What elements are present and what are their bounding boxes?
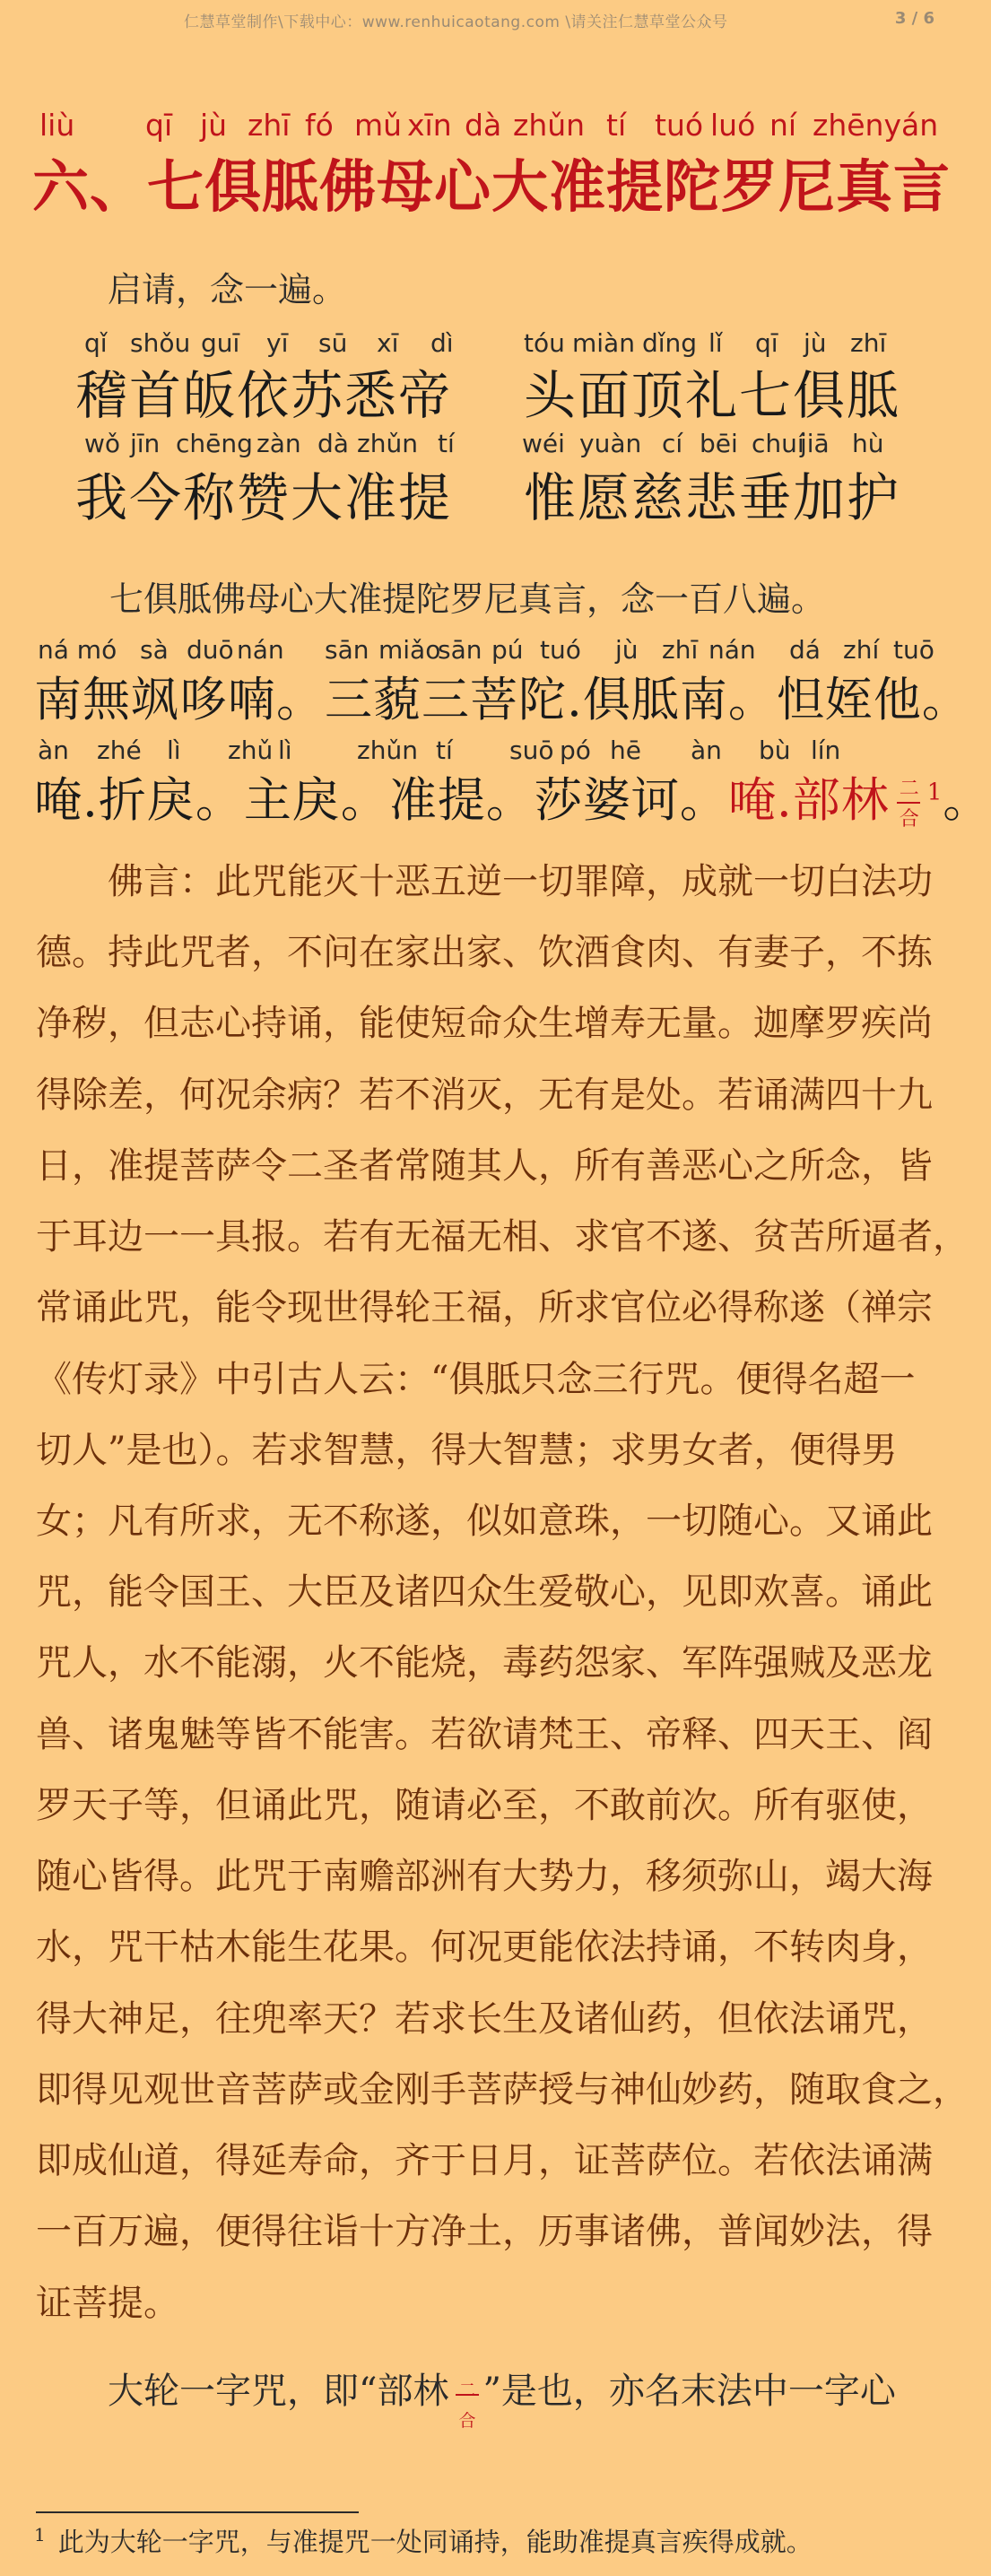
pinyin-syllable: dì <box>430 328 454 358</box>
pinyin-syllable: ná mó <box>38 635 117 665</box>
combined-sound-note <box>893 777 924 831</box>
paragraph-line: 咒人，水不能溺，火不能烧，毒药怨家、军阵强贼及恶龙 <box>36 1642 933 1684</box>
verse2-left: 我今称赞大准提 <box>75 467 453 528</box>
section-title: 六、七俱胝佛母心大准提陀罗尼真言 <box>32 153 951 220</box>
paragraph-line: 罗天子等，但诵此咒，随请必至，不敢前次。所有驱使， <box>36 1785 933 1826</box>
title-pinyin-syllable: fó <box>305 108 334 143</box>
pinyin-syllable: miǎo <box>378 635 441 665</box>
pinyin-syllable: zhī <box>662 635 699 665</box>
pinyin-syllable: jù <box>804 328 827 358</box>
pinyin-syllable: bù <box>759 735 791 765</box>
pinyin-syllable: jiā <box>800 429 830 458</box>
title-pinyin-syllable: tí <box>606 108 627 143</box>
pinyin-syllable: qī <box>755 328 778 358</box>
paragraph-line: 兽、诸鬼魅等皆不能害。若欲请梵王、帝释、四天王、阎 <box>36 1714 933 1755</box>
pinyin-syllable: tuó <box>540 635 581 665</box>
title-pinyin-syllable: luó <box>710 108 756 143</box>
pinyin-syllable: sà <box>140 635 169 665</box>
paragraph-line: 《传灯录》中引古人云：“俱胝只念三行咒。便得名超一 <box>36 1359 916 1400</box>
pinyin-syllable: sū <box>318 328 348 358</box>
paragraph-line: 日，准提菩萨令二圣者常随其人，所有善恶心之所念，皆 <box>36 1145 933 1187</box>
pinyin-syllable: wéi <box>522 429 565 458</box>
pinyin-syllable: chuí <box>752 429 804 458</box>
paragraph-line: 即得见观世音菩萨或金刚手菩萨授与神仙妙药，随取食之， <box>36 2069 969 2110</box>
title-pinyin-syllable: jù <box>200 108 228 143</box>
paragraph-line: 即成仙道，得延寿命，齐于日月，证菩萨位。若依法诵满 <box>36 2140 933 2181</box>
title-pinyin-syllable: tuó <box>655 108 704 143</box>
pinyin-syllable: jù <box>615 635 639 665</box>
pinyin-syllable: qǐ <box>84 328 108 358</box>
pinyin-syllable: sān <box>325 635 369 665</box>
stack-top: 二 <box>899 777 920 800</box>
pinyin-syllable: suō <box>509 735 554 765</box>
pinyin-syllable: nán <box>237 635 284 665</box>
pinyin-syllable: guī <box>201 328 240 358</box>
pinyin-syllable: lì <box>278 735 292 765</box>
mantra-line-2 <box>34 762 991 831</box>
pinyin-syllable: zàn <box>256 429 301 458</box>
paragraph-line: 得除差，何况余病？若不消灭，无有是处。若诵满四十九 <box>36 1075 933 1116</box>
great-wheel-text-after: ”是也，亦名末法中一字心 <box>482 2371 896 2412</box>
stack-bottom: 合 <box>458 2411 476 2431</box>
paragraph-line: 德。持此咒者，不问在家出家、饮酒食肉、有妻子，不拣 <box>36 932 933 973</box>
title-pinyin-syllable: mǔ <box>354 108 403 143</box>
title-pinyin-syllable: ní <box>769 108 797 143</box>
paragraph-line: 得大神足，往兜率天？若求长生及诸仙药，但依法诵咒， <box>36 1998 933 2040</box>
footnote <box>34 2522 813 2559</box>
pinyin-syllable: àn <box>691 735 722 765</box>
pinyin-syllable: xī <box>377 328 399 358</box>
title-pinyin-syllable: xīn <box>407 108 452 143</box>
title-pinyin-syllable: qī <box>145 108 173 143</box>
pinyin-syllable: àn <box>38 735 69 765</box>
pinyin-syllable: tí <box>436 735 453 765</box>
great-wheel-syllable: 唵.部林 <box>727 773 890 828</box>
combined-sound-note <box>452 2374 479 2431</box>
stack-bottom: 合 <box>899 807 920 831</box>
invocation-instruction: 启请，念一遍。 <box>108 270 347 309</box>
pinyin-syllable: lín <box>811 735 841 765</box>
pinyin-syllable: miàn <box>572 328 635 358</box>
pinyin-syllable: tóu <box>524 328 565 358</box>
pinyin-syllable: dǐng <box>642 328 698 358</box>
pinyin-syllable: zhí <box>843 635 880 665</box>
verse1-left: 稽首皈依苏悉帝 <box>75 365 453 426</box>
title-pinyin-syllable: zhī <box>248 108 291 143</box>
mantra-line-1: 南無飒哆喃。三藐三菩陀.俱胝南。怛姪他。 <box>34 673 970 727</box>
pinyin-syllable: dà <box>317 429 349 458</box>
title-pinyin-syllable: zhēnyán <box>813 108 939 143</box>
footnote-divider <box>36 2511 359 2513</box>
pinyin-syllable: zhǔ <box>228 735 274 765</box>
title-pinyin-syllable: dà <box>465 108 502 143</box>
pinyin-syllable: dá <box>789 635 821 665</box>
pinyin-syllable: sān <box>438 635 482 665</box>
verse1-right: 头面顶礼七俱胝 <box>524 365 901 426</box>
paragraph-line: 水，咒干枯木能生花果。何况更能依法持诵，不转肉身， <box>36 1927 933 1968</box>
pinyin-syllable: zhī <box>850 328 887 358</box>
title-pinyin-syllable: liù <box>39 108 75 143</box>
paragraph-line: 切人”是也）。若求智慧，得大智慧；求男女者，便得男 <box>36 1430 898 1471</box>
paragraph-line: 净秽，但志心持诵，能使短命众生增寿无量。迦摩罗疾尚 <box>36 1003 933 1044</box>
pinyin-syllable: jīn <box>130 429 161 458</box>
great-wheel-line <box>108 2366 896 2431</box>
pinyin-syllable: shǒu <box>130 328 191 358</box>
pinyin-syllable: zhǔn <box>357 429 418 458</box>
pinyin-syllable: zhé <box>97 735 142 765</box>
page-header <box>0 7 969 36</box>
pinyin-syllable: yī <box>266 328 289 358</box>
mantra-instruction: 七俱胝佛母心大准提陀罗尼真言，念一百八遍。 <box>109 579 826 619</box>
pinyin-syllable: cí <box>662 429 683 458</box>
pinyin-syllable: bēi <box>700 429 738 458</box>
footnote-number: 1 <box>34 2524 46 2546</box>
pinyin-syllable: wǒ <box>84 429 121 458</box>
pinyin-syllable: pó <box>560 735 591 765</box>
pinyin-syllable: tí <box>438 429 455 458</box>
paragraph-line: 咒，能令国王、大臣及诸四众生爱敬心，见即欢喜。诵此 <box>36 1571 933 1613</box>
pinyin-syllable: yuàn <box>579 429 642 458</box>
paragraph-line: 一百万遍，便得往诣十方净土，历事诸佛，普闻妙法，得 <box>36 2211 933 2252</box>
pinyin-syllable: lì <box>167 735 181 765</box>
pinyin-syllable: tuō <box>893 635 934 665</box>
footnote-marker: 1 <box>926 779 943 806</box>
mantra-line-2-main: 唵.折戾。主戾。准提。莎婆诃。 <box>34 773 728 828</box>
paragraph-line: 常诵此咒，能令现世得轮王福，所求官位必得称遂（禅宗 <box>36 1287 933 1328</box>
pinyin-syllable: pú <box>491 635 524 665</box>
great-wheel-text-before: 大轮一字咒，即“部林 <box>108 2371 449 2412</box>
stack-top: 二 <box>458 2380 476 2400</box>
pinyin-syllable: hē <box>610 735 641 765</box>
paragraph-line: 女；凡有所求，无不称遂，似如意珠，一切随心。又诵此 <box>36 1501 933 1542</box>
paragraph-line: 佛言：此咒能灭十恶五逆一切罪障，成就一切白法功 <box>108 861 933 902</box>
pinyin-syllable: nán <box>708 635 756 665</box>
paragraph-line: 证菩提。 <box>36 2283 179 2324</box>
footnote-text: 此为大轮一字咒，与准提咒一处同诵持，能助准提真言疾得成就。 <box>57 2527 813 2557</box>
title-pinyin-syllable: zhǔn <box>513 108 586 143</box>
paragraph-line: 随心皆得。此咒于南赡部洲有大势力，移须弥山，竭大海 <box>36 1856 933 1897</box>
page-number: 3 / 6 <box>894 9 934 28</box>
paragraph-line: 于耳边一一具报。若有无福无相、求官不遂、贫苦所逼者， <box>36 1216 969 1258</box>
pinyin-syllable: zhǔn <box>357 735 418 765</box>
pinyin-syllable: hù <box>852 429 884 458</box>
pinyin-syllable: lǐ <box>708 328 723 358</box>
header-source-text: 仁慧草堂制作\下载中心：www.renhuicaotang.com \请关注仁慧草堂公众号 <box>184 13 728 31</box>
pinyin-syllable: duō <box>187 635 234 665</box>
mantra-line-2-end: 。 <box>943 773 991 828</box>
pinyin-syllable: chēng <box>176 429 253 458</box>
verse2-right: 惟愿慈悲垂加护 <box>524 467 901 528</box>
